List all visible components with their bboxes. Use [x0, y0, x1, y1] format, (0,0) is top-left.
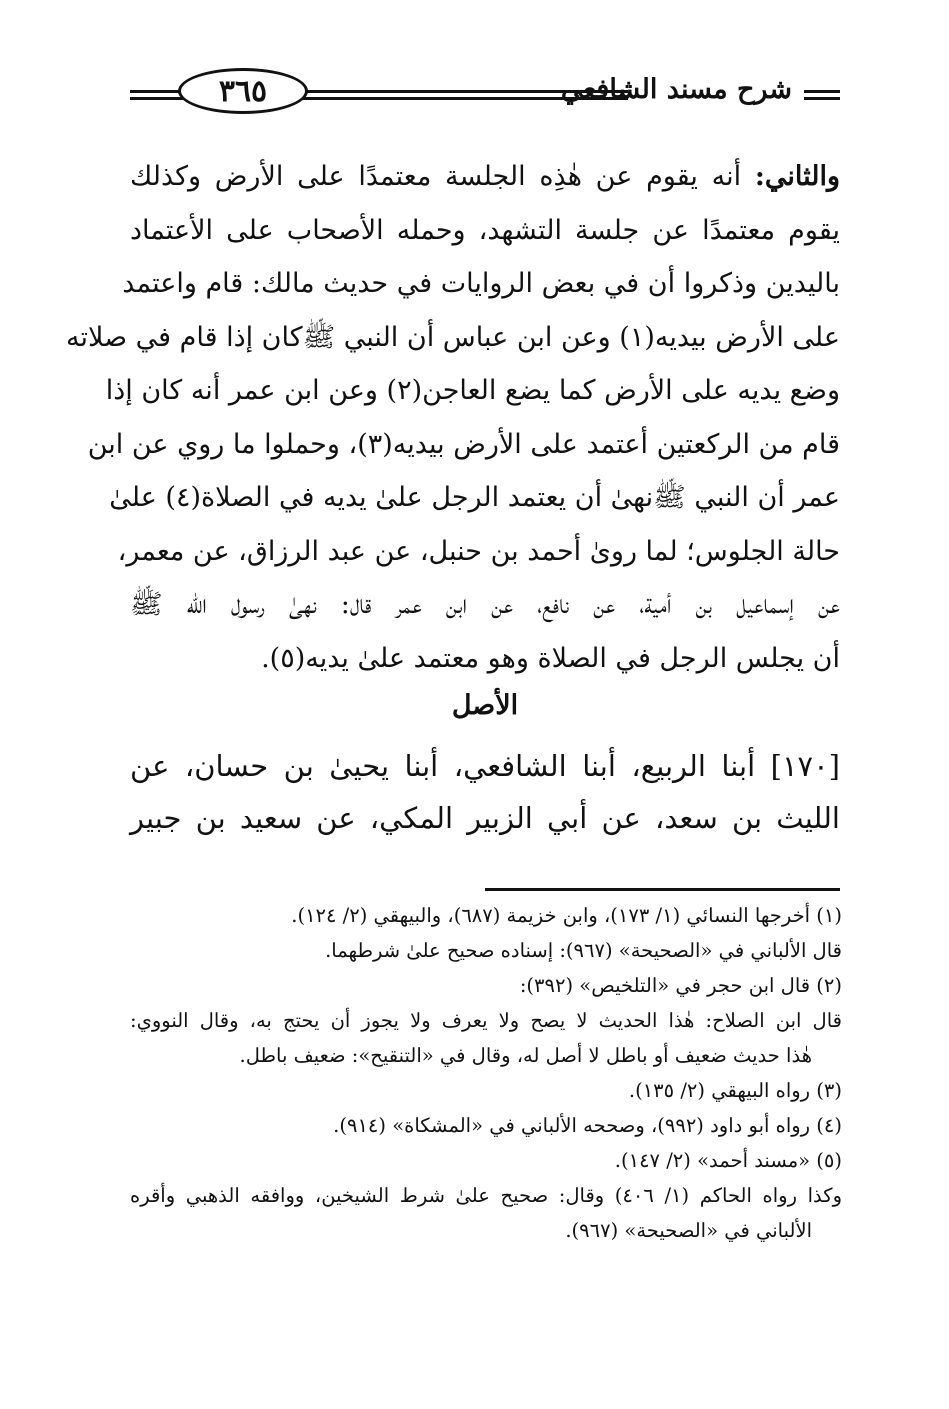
text-line: عمر أن النبي ﷺنهىٰ أن يعتمد الرجل علىٰ يديه في الصلاة(٤) علىٰ	[109, 482, 840, 513]
footnote-line: (٥) «مسند أحمد» (٢/ ١٤٧).	[614, 1149, 842, 1172]
header-title: شرح مسند الشافعي	[560, 74, 792, 105]
text-line: قام من الركعتين أعتمد على الأرض بيديه(٣)، وحملوا ما روي عن ابن	[87, 428, 840, 460]
text-line: والثاني: أنه يقوم عن هٰذِه الجلسة معتمدًا على الأرض وكذلك	[130, 161, 840, 192]
text-line: يقوم معتمدًا عن جلسة التشهد، وحمله الأصحاب على الأعتماد	[130, 214, 840, 246]
text-line: على الأرض بيديه(١) وعن ابن عباس أن النبي ﷺكان إذا قام في صلاته	[66, 321, 840, 353]
footnote-separator	[485, 888, 840, 891]
section-heading: الأصل	[451, 690, 519, 721]
text-line: [١٧٠] أبنا الربيع، أبنا الشافعي، أبنا يحيىٰ بن حسان، عن	[130, 749, 840, 783]
footnote-line: الألباني في «الصحيحة» (٩٦٧).	[565, 1219, 812, 1242]
footnotes	[130, 898, 842, 1248]
text-line: الليث بن سعد، عن أبي الزبير المكي، عن سعيد بن جبير	[130, 801, 840, 835]
text-line: عن إسماعيل بن أمية، عن نافع، عن ابن عمر قال: نهىٰ رسول الله ﷺ	[130, 589, 840, 620]
footnote-line: هٰذا حديث ضعيف أو باطل لا أصل له، وقال في «التنقيح»: ضعيف باطل.	[239, 1044, 812, 1067]
footnote-line: (٢) قال ابن حجر في «التلخيص» (٣٩٢):	[519, 974, 842, 997]
footnote-line: (١) أخرجها النسائي (١/ ١٧٣)، وابن خزيمة (٦٨٧)، والبيهقي (٢/ ١٢٤).	[291, 904, 842, 927]
footnote-line: وكذا رواه الحاكم (١/ ٤٠٦) وقال: صحيح علىٰ شرط الشيخين، ووافقه الذهبي وأقره	[130, 1184, 842, 1207]
lead-word: والثاني:	[754, 161, 840, 192]
text-line: وضع يديه على الأرض كما يضع العاجن(٢) وعن ابن عمر أنه كان إذا	[105, 375, 840, 406]
header-dash	[804, 90, 840, 100]
text-line: باليدين وذكروا أن في بعض الروايات في حديث مالك: قام واعتمد	[122, 268, 840, 299]
footnote-line: قال الألباني في «الصحيحة» (٩٦٧): إسناده صحيح علىٰ شرطهما.	[325, 939, 842, 962]
text-line: أن يجلس الرجل في الصلاة وهو معتمد علىٰ يديه(٥).	[261, 642, 840, 674]
footnote-line: قال ابن الصلاح: هٰذا الحديث لا يصح ولا يعرف ولا يجوز أن يحتج به، وقال النووي:	[130, 1009, 842, 1032]
hadith-text	[130, 740, 840, 844]
page-number: ٣٦٥	[178, 68, 308, 114]
footnote-line: (٤) رواه أبو داود (٩٩٢)، وصححه الألباني في «المشكاة» (٩١٤).	[333, 1114, 842, 1137]
running-header	[130, 70, 840, 120]
text-line: حالة الجلوس؛ لما روىٰ أحمد بن حنبل، عن عبد الرزاق، عن معمر،	[117, 535, 840, 567]
footnote-line: (٣) رواه البيهقي (٢/ ١٣٥).	[628, 1079, 842, 1102]
commentary-text	[66, 150, 840, 685]
